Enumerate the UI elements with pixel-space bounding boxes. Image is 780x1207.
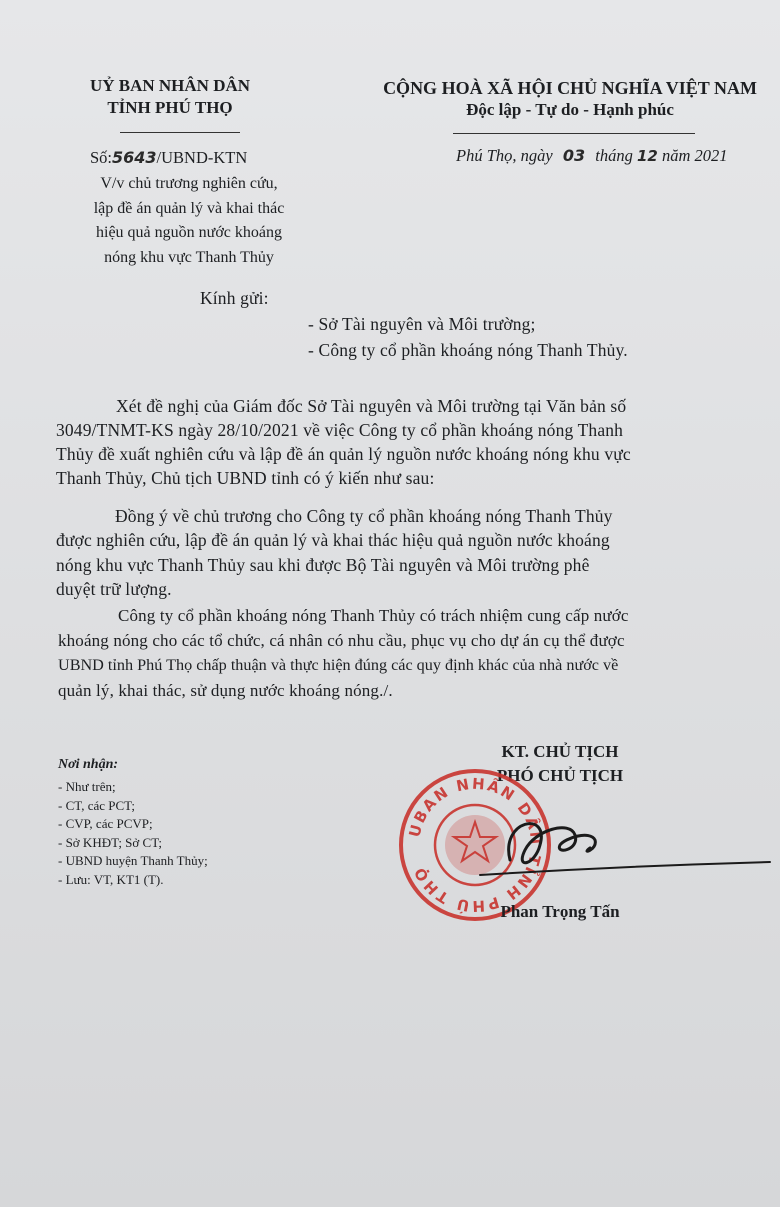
recipient-item: - CT, các PCT; — [58, 797, 136, 813]
subject-block — [69, 172, 309, 270]
body-line: Xét đề nghị của Giám đốc Sở Tài nguyên và Môi trường tại Văn bản số — [116, 396, 627, 416]
body-line: quản lý, khai thác, sử dụng nước khoáng nóng./. — [58, 681, 393, 700]
svg-text:UBAN NHÂN DÂN TỈNH PHÚ THỌ: UBAN NHÂN DÂN TỈNH PHÚ THỌ — [405, 774, 546, 916]
nation-motto: Độc lập - Tự do - Hạnh phúc — [466, 100, 674, 119]
sign-title-2: PHÓ CHỦ TỊCH — [496, 766, 624, 785]
date-month-label: tháng — [595, 146, 633, 165]
date-place: Phú Thọ, ngày — [456, 146, 553, 165]
doc-number-prefix: Số: — [90, 148, 113, 167]
date-month: 12 — [636, 147, 658, 165]
body-line: khoáng nóng cho các tổ chức, cá nhân có nhu cầu, phục vụ cho dự án cụ thể được — [58, 631, 625, 650]
motto-underline — [453, 133, 695, 134]
org-name-line1: UỶ BAN NHÂN DÂN — [89, 76, 251, 95]
org-underline — [120, 132, 240, 133]
body-line: Công ty cổ phần khoáng nóng Thanh Thủy có trách nhiệm cung cấp nước — [118, 606, 629, 625]
doc-number — [90, 148, 247, 168]
body-line: Thủy đề xuất nghiên cứu và lập đề án quản lý nguồn nước khoáng nóng khu vực — [56, 444, 631, 464]
recipients-list — [58, 778, 208, 889]
subject-line: hiệu quả nguồn nước khoáng — [96, 224, 282, 241]
body-line: được nghiên cứu, lập đề án quản lý và khai thác hiệu quả nguồn nước khoáng — [56, 530, 610, 550]
signer-name: Phan Trọng Tấn — [500, 902, 620, 921]
nation-title: CỘNG HOÀ XÃ HỘI CHỦ NGHĨA VIỆT NAM — [383, 78, 757, 98]
recipient-item: - UBND huyện Thanh Thủy; — [58, 853, 208, 868]
recipient-to: - Công ty cổ phần khoáng nóng Thanh Thủy. — [308, 340, 628, 360]
recipient-item: - Lưu: VT, KT1 (T). — [58, 871, 164, 887]
salutation: Kính gửi: — [200, 288, 269, 308]
body-line: Đồng ý về chủ trương cho Công ty cổ phần khoáng nóng Thanh Thủy — [115, 506, 613, 526]
subject-line: lập đề án quản lý và khai thác — [93, 199, 285, 217]
date-year: năm 2021 — [661, 146, 728, 165]
subject-line: nóng khu vực Thanh Thủy — [104, 248, 274, 266]
date-line — [456, 146, 728, 166]
recipient-item: - CVP, các PCVP; — [58, 816, 153, 831]
org-name-line2: TỈNH PHÚ THỌ — [107, 98, 233, 117]
recipients-title: Nơi nhận: — [58, 757, 119, 772]
date-day: 03 — [562, 146, 586, 165]
recipient-to: - Sở Tài nguyên và Môi trường; — [308, 314, 536, 334]
body-line: UBND tỉnh Phú Thọ chấp thuận và thực hiện đúng các quy định khác của nhà nước về — [58, 656, 619, 674]
body-line: 3049/TNMT-KS ngày 28/10/2021 về việc Công ty cổ phần khoáng nóng Thanh — [56, 420, 624, 440]
body-line: duyệt trữ lượng. — [56, 579, 172, 599]
doc-number-handwritten: 5643 — [112, 148, 157, 167]
recipient-item: - Sở KHĐT; Sở CT; — [58, 834, 163, 850]
doc-number-suffix: /UBND-KTN — [156, 148, 248, 167]
handwritten-signature-icon — [440, 800, 780, 900]
body-line: Thanh Thủy, Chủ tịch UBND tỉnh có ý kiến như sau: — [56, 468, 435, 488]
recipient-item: - Như trên; — [58, 779, 116, 794]
sign-title-1: KT. CHỦ TỊCH — [501, 742, 619, 761]
subject-line: V/v chủ trương nghiên cứu, — [100, 175, 278, 192]
body-line: nóng khu vực Thanh Thủy sau khi được Bộ Tài nguyên và Môi trường phê — [56, 555, 590, 575]
